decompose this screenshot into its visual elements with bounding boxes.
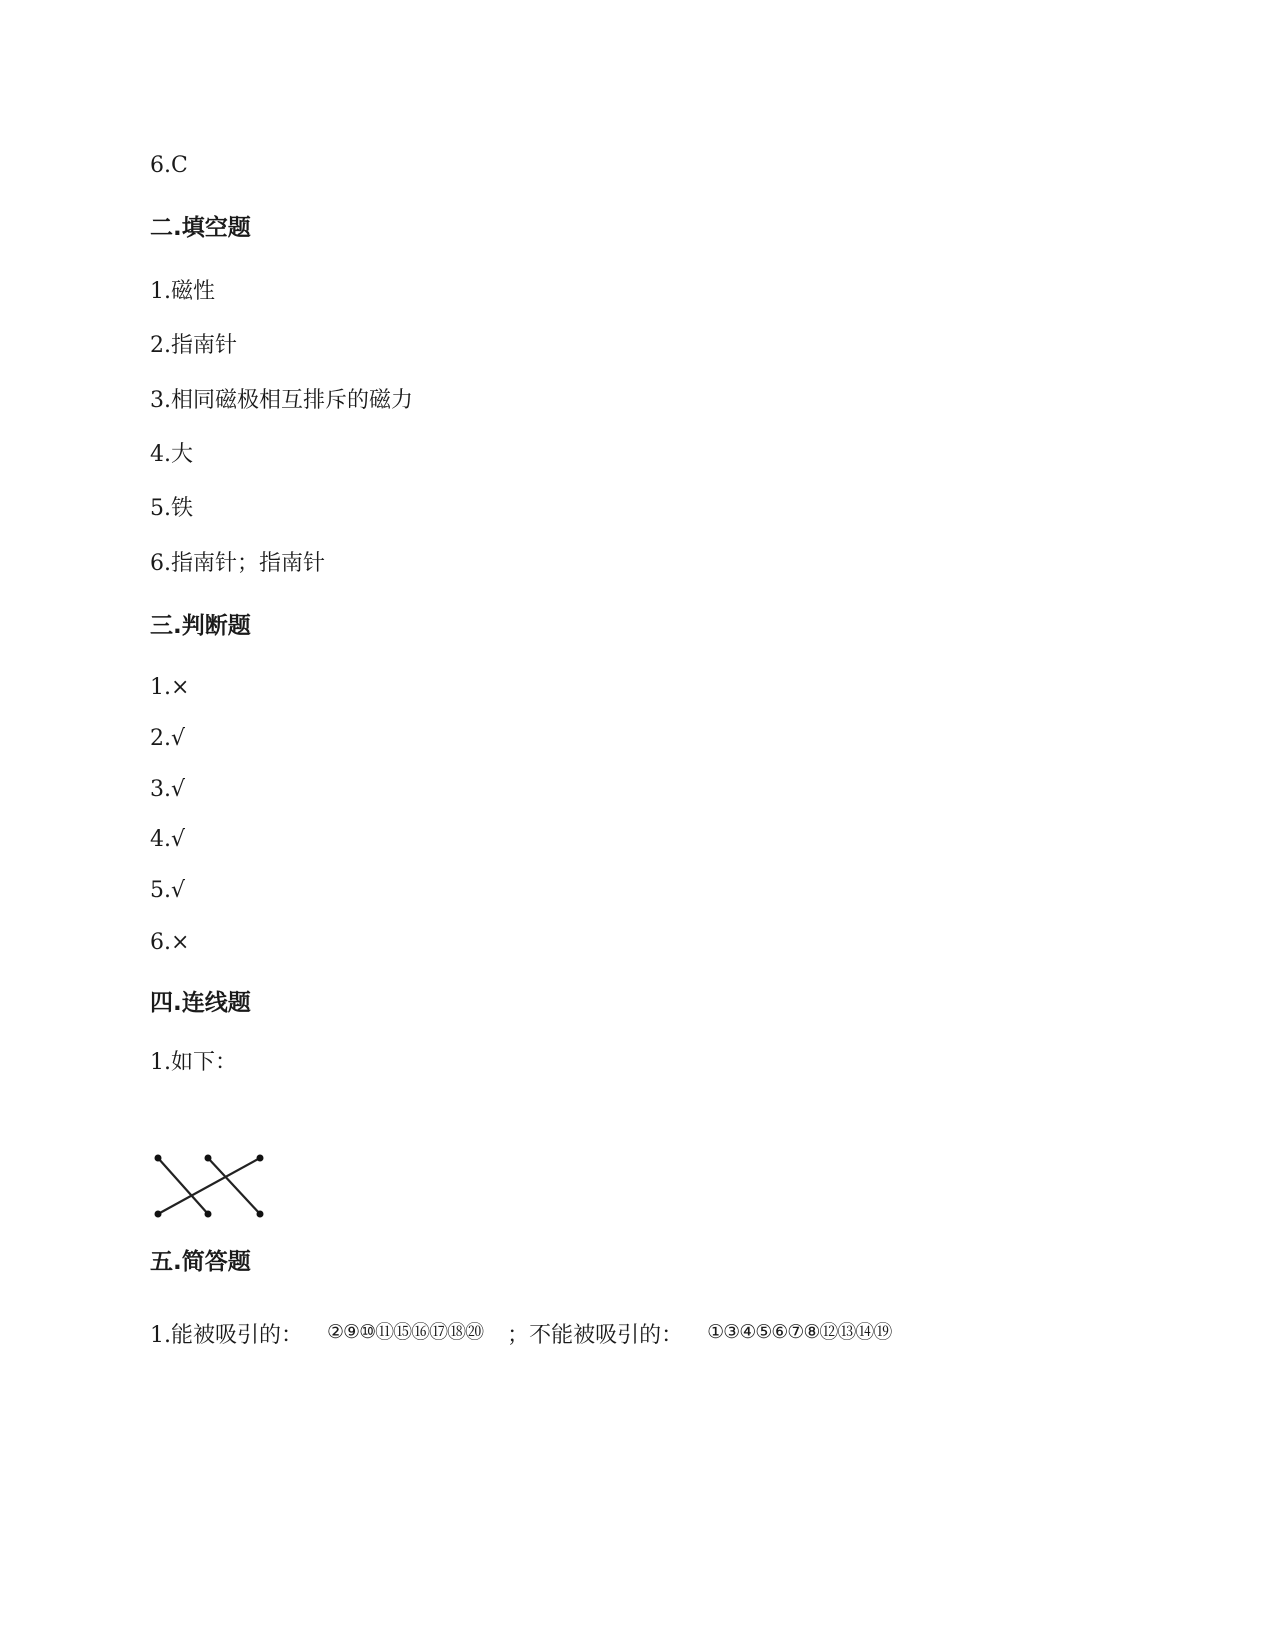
- dot-top-middle: [205, 1155, 212, 1162]
- answer-5-1: [150, 1318, 891, 1350]
- answer-2-3: 3.相同磁极相互排斥的磁力: [150, 388, 413, 413]
- section-heading-matching: 四.连线题: [150, 990, 251, 1016]
- answer-3-3: 3.√: [150, 777, 186, 802]
- answer-2-4: 4.大: [150, 442, 193, 467]
- answer-1-6: 6.C: [150, 153, 188, 178]
- dot-top-right: [257, 1155, 264, 1162]
- answer-2-1: 1.磁性: [150, 279, 215, 304]
- dot-bottom-left: [155, 1211, 162, 1218]
- dot-bottom-middle: [205, 1211, 212, 1218]
- answer-2-5: 5.铁: [150, 496, 193, 521]
- answer-3-2: 2.√: [150, 726, 186, 751]
- section-heading-short-answer: 五.简答题: [150, 1249, 251, 1275]
- answer-5-1-prefix: 1.能被吸引的：: [150, 1323, 303, 1348]
- answer-2-2: 2.指南针: [150, 333, 237, 358]
- answer-5-1-separator: ；不能被吸引的：: [507, 1323, 684, 1348]
- attracted-items-list: ②⑨⑩⑪⑮⑯⑰⑱⑳: [327, 1321, 484, 1343]
- match-line-3: [158, 1158, 260, 1214]
- match-line-1: [158, 1158, 208, 1214]
- answer-3-6: 6.×: [150, 930, 190, 955]
- section-heading-true-false: 三.判断题: [150, 613, 251, 639]
- answer-3-1: 1.×: [150, 675, 190, 700]
- dot-bottom-right: [257, 1211, 264, 1218]
- answer-2-6: 6.指南针；指南针: [150, 551, 325, 576]
- answer-3-4: 4.√: [150, 827, 186, 852]
- dot-top-left: [155, 1155, 162, 1162]
- not-attracted-items-list: ①③④⑤⑥⑦⑧⑫⑬⑭⑲: [707, 1321, 892, 1343]
- answer-4-1: 1.如下：: [150, 1050, 237, 1075]
- match-line-2: [208, 1158, 260, 1214]
- matching-lines-figure: [150, 1148, 270, 1218]
- section-heading-fill-in: 二.填空题: [150, 215, 251, 241]
- answer-3-5: 5.√: [150, 878, 186, 903]
